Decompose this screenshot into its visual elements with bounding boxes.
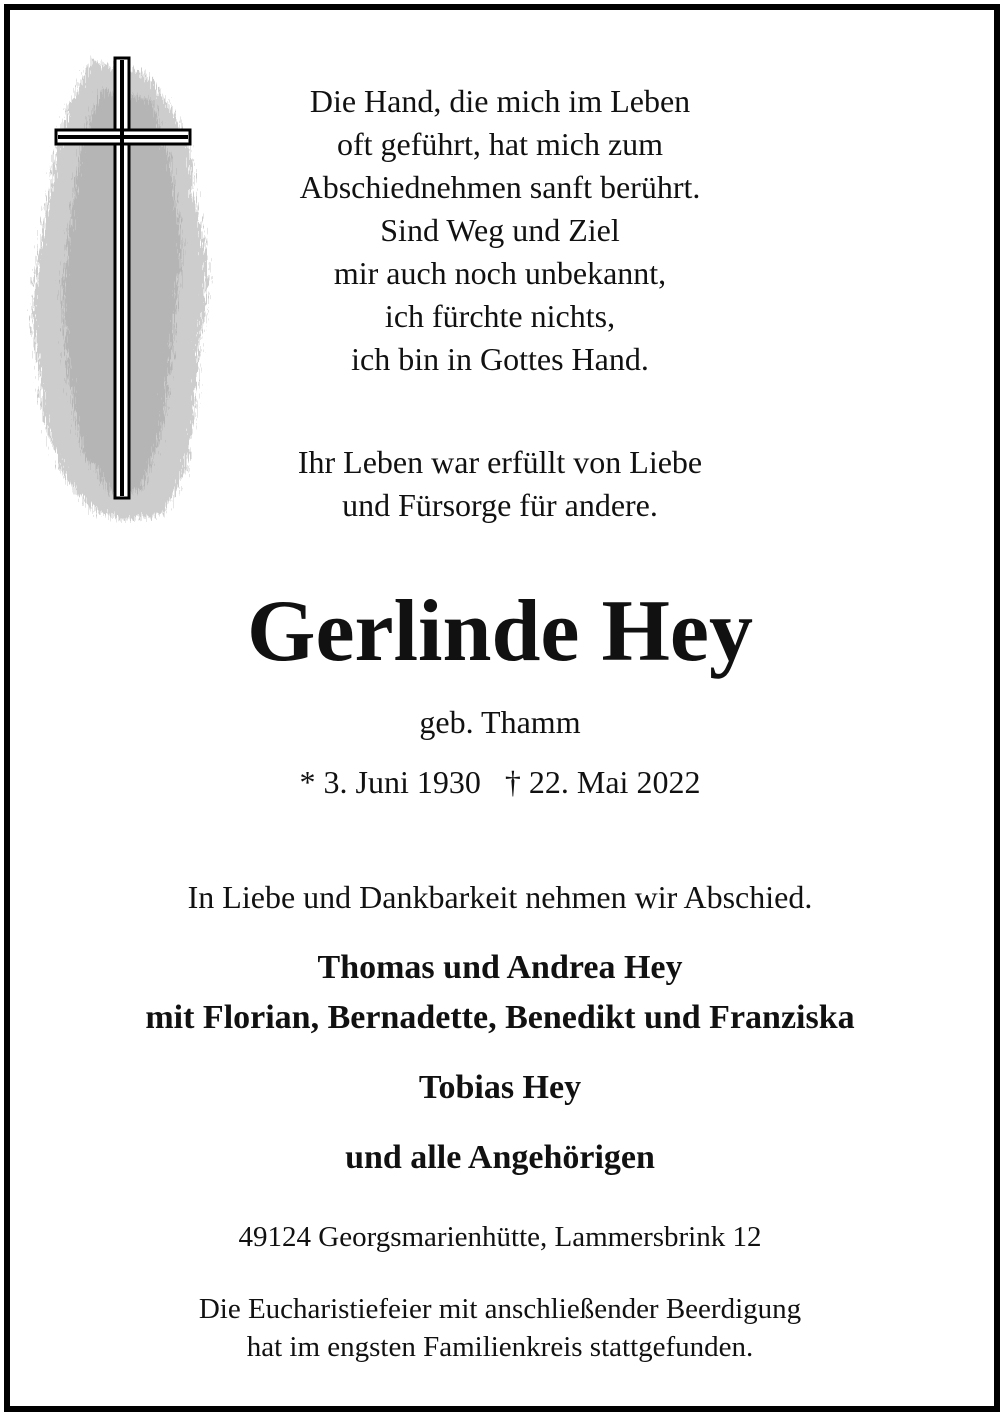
notice-line-2: hat im engsten Familienkreis stattgefunden. [246,1331,754,1363]
poem-line-6: ich fürchte nichts, [384,298,616,334]
tribute-line-1: Ihr Leben war erfüllt von Liebe [297,444,703,480]
tribute-line-2: und Fürsorge für andere. [342,487,658,523]
poem-line-7: ich bin in Gottes Hand. [351,341,649,377]
poem-line-4: Sind Weg und Ziel [380,212,620,248]
poem-line-1: Die Hand, die mich im Leben [309,83,691,119]
poem-line-2: oft geführt, hat mich zum [336,126,664,162]
life-dates: * 3. Juni 1930 † 22. Mai 2022 [299,764,701,800]
poem-line-5: mir auch noch unbekannt, [333,255,667,291]
mourner-line-1: Thomas und Andrea Hey [317,949,683,986]
mourner-line-4: und alle Angehörigen [345,1139,655,1176]
mourner-line-2: mit Florian, Bernadette, Benedikt und Franziska [145,999,855,1036]
farewell-text: In Liebe und Dankbarkeit nehmen wir Abschied. [187,879,813,915]
notice-line-1: Die Eucharistiefeier mit anschließender Beerdigung [198,1293,802,1325]
poem-line-3: Abschiednehmen sanft berührt. [299,169,701,205]
address: 49124 Georgsmarienhütte, Lammersbrink 12 [238,1221,762,1253]
mourner-line-3: Tobias Hey [418,1069,582,1106]
maiden-name: geb. Thamm [419,704,581,740]
deceased-name: Gerlinde Hey [247,583,753,680]
